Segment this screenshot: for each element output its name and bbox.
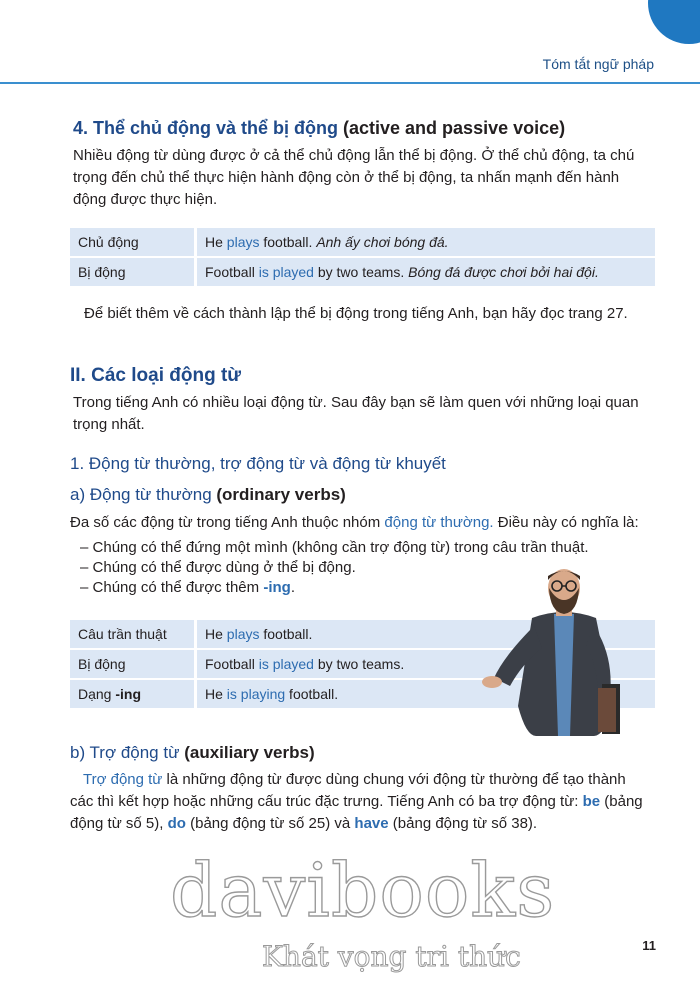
corner-decoration [648, 0, 700, 44]
section-4-intro: Nhiều động từ dùng được ở cả thể chủ động lẫn thể bị động. Ở thể chủ động, ta chú trọng đến chủ thể thực hiện hành động còn ở thể bị động, ta nhấn mạnh đến hành động được thực hiện. [73, 147, 635, 208]
table-row: Bị động Football is played by two teams. [70, 650, 655, 678]
list-item: – Chúng có thể được thêm -ing. [80, 578, 680, 598]
running-header: Tóm tắt ngữ pháp [542, 56, 654, 72]
page-number: 11 [642, 938, 656, 953]
table-row: Câu trần thuật He plays football. [70, 620, 655, 648]
table-row: Chủ động He plays football. Anh ấy chơi bóng đá. [70, 228, 655, 256]
section-II-intro: Trong tiếng Anh có nhiều loại động từ. Sau đây bạn sẽ làm quen với những loại quan trọng nhất. [73, 394, 639, 433]
teacher-illustration [474, 566, 654, 736]
header-rule [0, 82, 700, 84]
section-4-heading: 4. Thể chủ động và thể bị động (active and passive voice) [73, 118, 566, 138]
example-cell: Football is played by two teams. [197, 650, 655, 678]
example-cell: Football is played by two teams. Bóng đá được chơi bởi hai đội. [197, 258, 655, 286]
watermark-brand: davibooks [170, 848, 556, 934]
list-item: – Chúng có thể được dùng ở thể bị động. [80, 558, 680, 578]
table-row: Dạng -ing He is playing football. [70, 680, 655, 708]
passive-note: Để biết thêm về cách thành lập thể bị động trong tiếng Anh, bạn hãy đọc trang 27. [84, 305, 628, 322]
subsection-b-body: Trợ động từ là những động từ được dùng chung với động từ thường để tạo thành các thì kết hợp hoặc những cấu trúc đặc trưng. Tiếng Anh có ba trợ động từ: be (bảng động từ số 5), do (bảng động từ số 25) và have (bảng động từ số 38). [70, 771, 643, 832]
subsection-a-intro: Đa số các động từ trong tiếng Anh thuộc nhóm động từ thường. Điều này có nghĩa là: [70, 514, 639, 531]
section-II-heading: II. Các loại động từ [70, 365, 242, 386]
table-row: Bị động Football is played by two teams. Bóng đá được chơi bởi hai đội. [70, 258, 655, 286]
voice-table [70, 226, 655, 288]
subsection-b-heading: b) Trợ động từ (auxiliary verbs) [70, 743, 315, 762]
subsection-a-heading: a) Động từ thường (ordinary verbs) [70, 485, 346, 504]
example-cell: He plays football. Anh ấy chơi bóng đá. [197, 228, 655, 256]
subsection-1-heading: 1. Động từ thường, trợ động từ và động từ khuyết [70, 454, 446, 473]
example-cell: He is playing football. [197, 680, 655, 708]
watermark-tagline: Khát vọng tri thức [262, 940, 521, 973]
example-cell: He plays football. [197, 620, 655, 648]
list-item: – Chúng có thể đứng một mình (không cần trợ động từ) trong câu trần thuật. [80, 538, 680, 558]
